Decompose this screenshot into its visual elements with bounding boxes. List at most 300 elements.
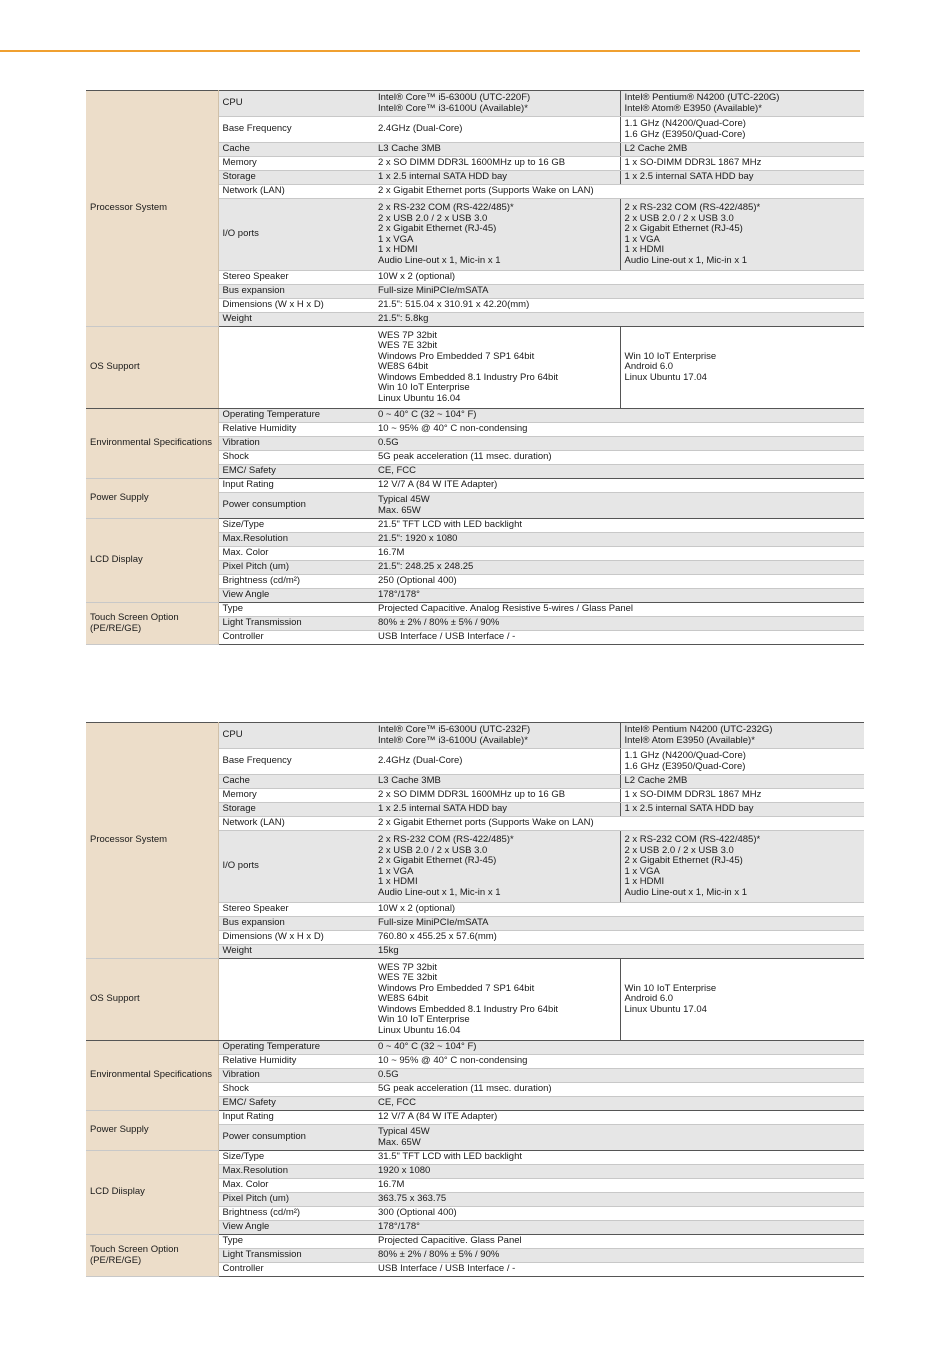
spec-row [86,1235,864,1249]
-value-1 [378,331,616,405]
spec-item-label [218,1263,374,1277]
shock-value: 5G peak acceleration (11 msec. duration) [378,451,552,463]
cache-label: Cache [222,143,250,155]
text-line: Linux Ubuntu 16.04 [378,392,461,404]
brightness-value: 300 (Optional 400) [378,1207,457,1219]
memory-label: Memory [222,789,257,801]
spec-item-label [218,171,374,185]
cpu-value-1 [378,725,616,746]
spec-item-label [218,547,374,561]
spec-item-label [218,465,374,479]
spec-item-label [218,91,374,117]
spec-value [374,789,620,803]
text-line: WES 7E 32bit [378,340,438,352]
spec-value [374,409,864,423]
spec-value [374,437,864,451]
type-value: Projected Capacitive. Glass Panel [378,1235,522,1247]
bus-value: Full-size MiniPCIe/mSATA [378,285,489,297]
brightness-label: Brightness (cd/m²) [222,1207,301,1219]
size-value: 31.5" TFT LCD with LED backlight [378,1151,522,1163]
spec-value [374,931,864,945]
controller-label: Controller [222,1263,264,1275]
dimensions-value: 21.5": 515.04 x 310.91 x 42.20(mm) [378,299,530,311]
spec-item-label [218,143,374,157]
spec-row [86,1041,864,1055]
category-os-support [86,959,218,1041]
spec-item-label [218,1249,374,1263]
spec-value [374,723,620,749]
text-line: Windows Embedded 8.1 Industry Pro 64bit [378,371,559,383]
input-label: Input Rating [222,1111,274,1123]
consumption-value [378,1127,860,1148]
light-label: Light Transmission [222,1249,302,1261]
category-processor-system [86,723,218,959]
spec-value [374,803,620,817]
text-line: 2 x Gigabit Ethernet (RJ-45) [378,855,497,866]
text-line: Linux Ubuntu 17.04 [624,1003,707,1015]
text-line: WES 7P 32bit [378,961,437,973]
io-value-1 [378,835,616,898]
spec-value [374,1235,864,1249]
category-touch-screen-option-label [90,613,214,634]
os-value-2 [625,352,861,384]
text-line: 1 x HDMI [624,244,665,255]
cpu-value-2 [625,93,861,114]
text-line: 1.1 GHz (N4200/Quad-Core) [624,118,746,129]
spec-value [374,1207,864,1221]
spec-item-label [218,903,374,917]
spec-item-label [218,917,374,931]
cpu-value-2 [625,725,861,746]
maxcolor-label: Max. Color [222,1179,269,1191]
spec-table-2 [86,722,864,1277]
spec-value [374,519,864,533]
spec-item-label [218,1083,374,1097]
text-line: 2 x USB 2.0 / 2 x USB 3.0 [378,844,488,856]
text-line: Audio Line-out x 1, Mic-in x 1 [624,254,748,266]
spec-value [374,157,620,171]
spec-item-label [218,575,374,589]
consumption-label: Power consumption [222,499,306,511]
memory-value-1: 2 x SO DIMM DDR3L 1600MHz up to 16 GB [378,789,566,801]
bus-label: Bus expansion [222,917,285,929]
spec-value-alt [620,723,864,749]
text-line: 1 x HDMI [378,876,418,887]
category-environmental-specifications [86,409,218,479]
spec-value [374,1083,864,1097]
spec-row [86,1111,864,1125]
memory-label: Memory [222,157,257,169]
io-value-2 [625,203,861,266]
spec-value [374,603,864,617]
spec-value-alt [620,143,864,157]
category-touch-screen-option [86,1235,218,1277]
category-touch-screen-option-label [90,1245,214,1266]
size-label: Size/Type [222,519,265,531]
spec-value-alt [620,959,864,1041]
humidity-value: 10 ~ 95% @ 40° C non-condensing [378,423,528,435]
spec-value [374,299,864,313]
text-line: Intel® Atom E3950 (Available)* [624,734,755,746]
spec-row [86,91,864,117]
spec-value [374,1165,864,1179]
cache-value-2: L2 Cache 2MB [624,143,688,155]
spec-value [374,327,620,409]
storage-value-1: 1 x 2.5 internal SATA HDD bay [378,171,508,183]
category-environmental-specifications-label: Environmental Specifications [90,1069,212,1081]
spec-value [374,271,864,285]
text-line: Touch Screen Option [90,612,179,623]
spec-value-alt [620,199,864,271]
text-line: Touch Screen Option [90,1244,179,1255]
spec-item-label [218,157,374,171]
spec-value [374,91,620,117]
spec-value [374,1179,864,1193]
spec-item-label [218,803,374,817]
spec-row [86,327,864,409]
emc-label: EMC/ Safety [222,1097,276,1109]
spec-value [374,589,864,603]
memory-value-2: 1 x SO-DIMM DDR3L 1867 MHz [624,789,762,801]
input-value: 12 V/7 A (84 W ITE Adapter) [378,1111,498,1123]
spec-value [374,199,620,271]
spec-value [374,831,620,903]
controller-value: USB Interface / USB Interface / - [378,631,516,643]
category-processor-system [86,91,218,327]
text-line: 1 x HDMI [624,876,665,887]
spec-value-alt [620,775,864,789]
spec-item-label [218,409,374,423]
spec-value [374,945,864,959]
text-line: WE8S 64bit [378,361,429,373]
text-line: Typical 45W [378,1126,430,1137]
text-line: 2 x USB 2.0 / 2 x USB 3.0 [378,212,488,224]
category-touch-screen-option [86,603,218,645]
vibration-value: 0.5G [378,437,399,449]
text-line: 1.6 GHz (E3950/Quad-Core) [624,760,746,772]
spec-item-label [218,1221,374,1235]
humidity-value: 10 ~ 95% @ 40° C non-condensing [378,1055,528,1067]
text-line: 2 x Gigabit Ethernet (RJ-45) [624,855,743,866]
text-line: 2 x RS-232 COM (RS-422/485)* [624,202,761,213]
spec-value [374,749,620,775]
emc-label: EMC/ Safety [222,465,276,477]
text-line: 1 x HDMI [378,244,418,255]
text-line: Max. 65W [378,504,421,516]
spec-item-label [218,117,374,143]
text-line: WE8S 64bit [378,993,429,1005]
network-value: 2 x Gigabit Ethernet ports (Supports Wake on LAN) [378,185,594,197]
spec-value-alt [620,117,864,143]
spec-value [374,451,864,465]
pitch-value: 363.75 x 363.75 [378,1193,447,1205]
spec-value-alt [620,831,864,903]
spec-value [374,185,864,199]
text-line: Win 10 IoT Enterprise [624,982,717,994]
spec-item-label [218,1041,374,1055]
spec-item-label [218,617,374,631]
spec-value-alt [620,327,864,409]
pitch-label: Pixel Pitch (um) [222,1193,290,1205]
maxcolor-value: 16.7M [378,547,405,559]
dimensions-label: Dimensions (W x H x D) [222,299,324,311]
text-line: 1.1 GHz (N4200/Quad-Core) [624,750,746,761]
humidity-label: Relative Humidity [222,1055,297,1067]
vibration-label: Vibration [222,1069,260,1081]
text-line: 2 x RS-232 COM (RS-422/485)* [624,834,761,845]
text-line: Intel® Core™ i3-6100U (Available)* [378,102,528,114]
spec-row [86,479,864,493]
spec-value [374,1221,864,1235]
network-value: 2 x Gigabit Ethernet ports (Supports Wake on LAN) [378,817,594,829]
category-os-support-label: OS Support [90,361,140,373]
spec-item-label [218,831,374,903]
consumption-value [378,495,860,516]
text-line: Intel® Core™ i3-6100U (Available)* [378,734,528,746]
spec-item-label [218,723,374,749]
text-line: Win 10 IoT Enterprise [378,382,470,394]
network-label: Network (LAN) [222,817,285,829]
text-line: Windows Embedded 8.1 Industry Pro 64bit [378,1003,559,1015]
spec-item-label [218,285,374,299]
text-line: 1 x VGA [378,865,414,877]
spec-item-label [218,1179,374,1193]
spec-value [374,547,864,561]
spec-item-label [218,589,374,603]
category-lcd-display [86,1151,218,1235]
type-label: Type [222,603,244,615]
spec-item-label [218,775,374,789]
type-value: Projected Capacitive. Analog Resistive 5-wires / Glass Panel [378,603,634,615]
text-line: Intel® Pentium N4200 (UTC-232G) [624,724,773,735]
spec-value [374,1263,864,1277]
emc-value: CE, FCC [378,1097,416,1109]
dimensions-value: 760.80 x 455.25 x 57.6(mm) [378,931,497,943]
spec-item-label [218,631,374,645]
spec-row [86,723,864,749]
vibration-label: Vibration [222,437,260,449]
text-line: 2 x RS-232 COM (RS-422/485)* [378,834,514,845]
pitch-value: 21.5": 248.25 x 248.25 [378,561,474,573]
spec-value-alt [620,91,864,117]
io-value-2 [625,835,861,898]
text-line: Intel® Core™ i5-6300U (UTC-220F) [378,92,531,103]
spec-value [374,1041,864,1055]
category-power-supply-label: Power Supply [90,492,149,504]
spec-value [374,1193,864,1207]
spec-item-label [218,1097,374,1111]
spec-item-label [218,533,374,547]
text-line: Intel® Core™ i5-6300U (UTC-232F) [378,724,531,735]
text-line: 2 x Gigabit Ethernet (RJ-45) [378,223,497,234]
header-accent-rule [0,50,860,52]
io-value-1 [378,203,616,266]
spec-item-label [218,451,374,465]
spec-value [374,817,864,831]
basefreq-value-1: 2.4GHz (Dual-Core) [378,755,463,767]
weight-value: 15kg [378,945,399,957]
spec-value [374,465,864,479]
cache-value-1: L3 Cache 3MB [378,775,441,787]
spec-row [86,959,864,1041]
category-environmental-specifications-label: Environmental Specifications [90,437,212,449]
spec-table-1 [86,90,864,645]
spec-value [374,285,864,299]
light-value: 80% ± 2% / 80% ± 5% / 90% [378,617,500,629]
vibration-value: 0.5G [378,1069,399,1081]
spec-item-label [218,313,374,327]
spec-item-label [218,561,374,575]
text-line: Linux Ubuntu 17.04 [624,371,707,383]
storage-value-2: 1 x 2.5 internal SATA HDD bay [624,171,754,183]
spec-value [374,1249,864,1263]
spec-item-label [218,945,374,959]
text-line: 1.6 GHz (E3950/Quad-Core) [624,128,746,140]
spec-item-label [218,423,374,437]
text-line: Audio Line-out x 1, Mic-in x 1 [378,886,501,898]
spec-row [86,1151,864,1165]
spec-item-label [218,185,374,199]
text-line: Win 10 IoT Enterprise [624,350,717,362]
text-line: 2 x USB 2.0 / 2 x USB 3.0 [624,212,734,224]
controller-value: USB Interface / USB Interface / - [378,1263,516,1275]
category-processor-system-label: Processor System [90,202,168,214]
optemp-value: 0 ~ 40° C (32 ~ 104° F) [378,1041,477,1053]
speaker-label: Stereo Speaker [222,903,289,915]
optemp-label: Operating Temperature [222,409,321,421]
size-value: 21.5" TFT LCD with LED backlight [378,519,522,531]
basefreq-value-2 [625,751,861,772]
spec-item-label [218,959,374,1041]
category-power-supply [86,1111,218,1151]
weight-label: Weight [222,313,252,325]
cache-value-1: L3 Cache 3MB [378,143,441,155]
storage-value-1: 1 x 2.5 internal SATA HDD bay [378,803,508,815]
cache-value-2: L2 Cache 2MB [624,775,688,787]
memory-value-2: 1 x SO-DIMM DDR3L 1867 MHz [624,157,762,169]
text-line: Audio Line-out x 1, Mic-in x 1 [378,254,501,266]
light-value: 80% ± 2% / 80% ± 5% / 90% [378,1249,500,1261]
spec-value [374,479,864,493]
text-line: WES 7P 32bit [378,329,437,341]
spec-value [374,959,620,1041]
text-line: Max. 65W [378,1136,421,1148]
speaker-value: 10W x 2 (optional) [378,903,456,915]
cache-label: Cache [222,775,250,787]
text-line: Android 6.0 [624,361,674,373]
category-os-support [86,327,218,409]
spec-item-label [218,493,374,519]
maxcolor-label: Max. Color [222,547,269,559]
spec-value [374,117,620,143]
spec-item-label [218,479,374,493]
spec-row [86,603,864,617]
text-line: 2 x USB 2.0 / 2 x USB 3.0 [624,844,734,856]
viewangle-label: View Angle [222,589,270,601]
category-lcd-display-label: LCD Diisplay [90,1186,145,1198]
text-line: (PE/RE/GE) [90,1254,142,1266]
spec-item-label [218,1151,374,1165]
spec-item-label [218,1069,374,1083]
brightness-value: 250 (Optional 400) [378,575,457,587]
spec-value [374,1125,864,1151]
spec-value [374,775,620,789]
emc-value: CE, FCC [378,465,416,477]
spec-item-label [218,789,374,803]
type-label: Type [222,1235,244,1247]
spec-value [374,1055,864,1069]
spec-value [374,903,864,917]
input-value: 12 V/7 A (84 W ITE Adapter) [378,479,498,491]
text-line: 2 x Gigabit Ethernet (RJ-45) [624,223,743,234]
bus-label: Bus expansion [222,285,285,297]
text-line: Linux Ubuntu 16.04 [378,1024,461,1036]
spec-item-label [218,1125,374,1151]
maxres-label: Max.Resolution [222,533,288,545]
text-line: (PE/RE/GE) [90,622,142,634]
spec-item-label [218,1111,374,1125]
spec-item-label [218,1207,374,1221]
-value-1 [378,963,616,1037]
spec-value-alt [620,789,864,803]
spec-value [374,533,864,547]
spec-item-label [218,1165,374,1179]
spec-value [374,1151,864,1165]
cpu-value-1 [378,93,616,114]
speaker-value: 10W x 2 (optional) [378,271,456,283]
spec-value [374,617,864,631]
spec-item-label [218,519,374,533]
dimensions-label: Dimensions (W x H x D) [222,931,324,943]
spec-item-label [218,749,374,775]
spec-value [374,143,620,157]
speaker-label: Stereo Speaker [222,271,289,283]
spec-row [86,409,864,423]
spec-item-label [218,1055,374,1069]
spec-value [374,1097,864,1111]
storage-label: Storage [222,803,256,815]
weight-label: Weight [222,945,252,957]
spec-value [374,171,620,185]
text-line: Audio Line-out x 1, Mic-in x 1 [624,886,748,898]
storage-label: Storage [222,171,256,183]
spec-value [374,493,864,519]
spec-value [374,1069,864,1083]
spec-value-alt [620,171,864,185]
category-lcd-display-label: LCD Display [90,554,143,566]
maxres-value: 21.5": 1920 x 1080 [378,533,458,545]
text-line: Win 10 IoT Enterprise [378,1014,470,1026]
spec-item-label [218,603,374,617]
spec-item-label [218,437,374,451]
spec-value [374,575,864,589]
viewangle-value: 178°/178° [378,589,420,601]
maxres-value: 1920 x 1080 [378,1165,431,1177]
category-processor-system-label: Processor System [90,834,168,846]
controller-label: Controller [222,631,264,643]
text-line: 1 x VGA [378,233,414,245]
basefreq-value-2 [625,119,861,140]
text-line: Intel® Atom® E3950 (Available)* [624,102,762,114]
weight-value: 21.5": 5.8kg [378,313,429,325]
maxres-label: Max.Resolution [222,1165,288,1177]
spec-value-alt [620,157,864,171]
memory-value-1: 2 x SO DIMM DDR3L 1600MHz up to 16 GB [378,157,566,169]
spec-item-label [218,271,374,285]
optemp-label: Operating Temperature [222,1041,321,1053]
os-value-2 [625,984,861,1016]
text-line: Intel® Pentium® N4200 (UTC-220G) [624,92,780,103]
